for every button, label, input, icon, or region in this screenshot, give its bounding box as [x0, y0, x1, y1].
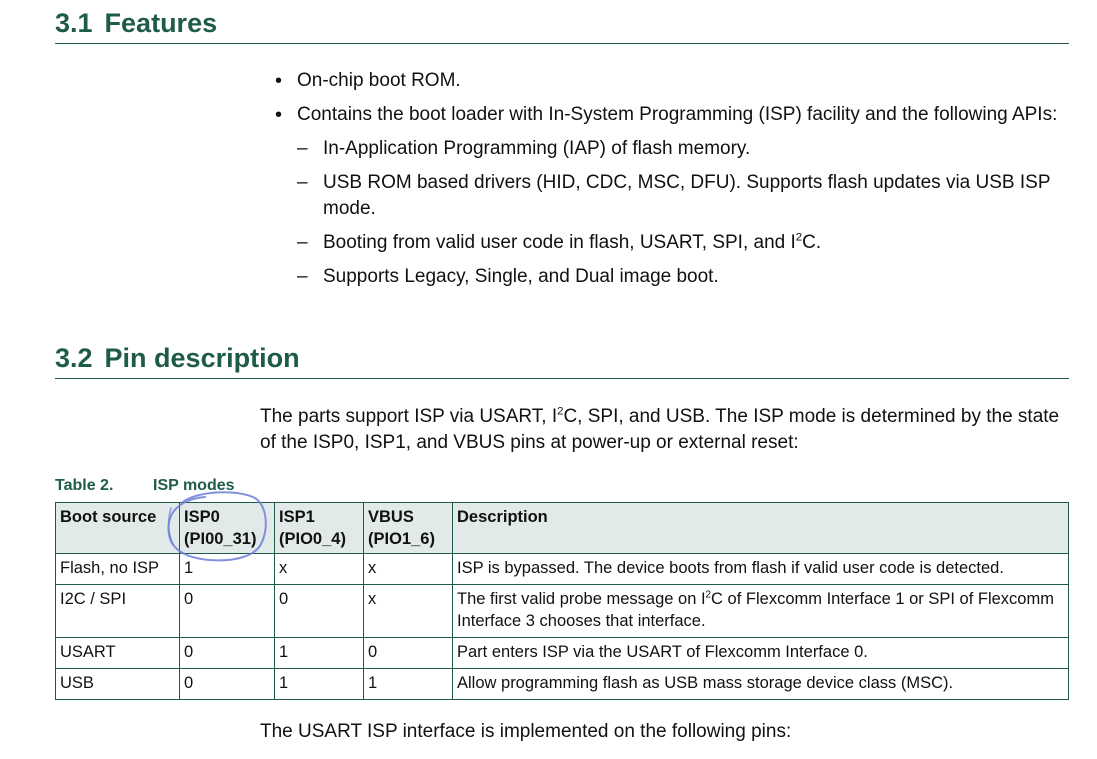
header-boot-source: Boot source — [56, 503, 180, 554]
list-item-text: C. — [802, 232, 822, 253]
header-description: Description — [453, 503, 1069, 554]
cell-description: The first valid probe message on $I^2C$ of Flexcomm Interface 1 or SPI of Flexcomm Interface 3 chooses that interface. — [453, 585, 1069, 638]
superscript: 2 — [795, 231, 803, 244]
cell-isp0: 1 — [180, 554, 275, 585]
table-number: Table 2. — [55, 477, 114, 494]
list-item-text: Booting from valid user code in flash, USART, SPI, and I — [323, 232, 796, 253]
cell-boot-source: USB — [56, 669, 180, 700]
table-caption — [55, 477, 235, 495]
cell-vbus: x — [364, 554, 453, 585]
cell-boot-source: USART — [56, 638, 180, 669]
cell-boot-source: Flash, no ISP — [56, 554, 180, 585]
section-heading-pin-description — [55, 343, 1069, 379]
cell-vbus: 0 — [364, 638, 453, 669]
table-row — [56, 585, 1069, 638]
superscript: 2 — [557, 405, 564, 418]
list-item-text: USB ROM based drivers (HID, CDC, MSC, DFU). Supports flash updates via USB ISP mode. — [323, 172, 1051, 219]
cell-isp1: 1 — [275, 669, 364, 700]
sub-list-item — [275, 136, 1075, 162]
list-item-text: Contains the boot loader with In-System Programming (ISP) facility and the following APIs: — [297, 104, 1058, 125]
table-title: ISP modes — [153, 477, 235, 494]
cell-description: Part enters ISP via the USART of Flexcomm Interface 0. — [453, 638, 1069, 669]
cell-vbus: 1 — [364, 669, 453, 700]
section-number: 3.2 — [55, 343, 93, 373]
cell-description: Allow programming flash as USB mass storage device class (MSC). — [453, 669, 1069, 700]
cell-isp1: 1 — [275, 638, 364, 669]
section-number: 3.1 — [55, 8, 93, 38]
table-row — [56, 638, 1069, 669]
sub-list-item — [275, 230, 1075, 256]
paragraph-text: The parts support ISP via USART, I — [260, 406, 558, 427]
section-title: Features — [104, 8, 218, 38]
cell-isp1: 0 — [275, 585, 364, 638]
feature-list — [275, 68, 1075, 298]
section-title: Pin description — [104, 343, 300, 373]
cell-isp0: 0 — [180, 669, 275, 700]
cell-boot-source: I2C / SPI — [56, 585, 180, 638]
table-row — [56, 669, 1069, 700]
sub-list-item — [275, 170, 1075, 222]
cell-isp0: 0 — [180, 585, 275, 638]
superscript: 2 — [705, 589, 712, 601]
list-item — [275, 102, 1075, 128]
list-item-text: In-Application Programming (IAP) of flash memory. — [323, 138, 751, 159]
cell-isp1: x — [275, 554, 364, 585]
cell-description: ISP is bypassed. The device boots from flash if valid user code is detected. — [453, 554, 1069, 585]
list-item-text: On-chip boot ROM. — [297, 70, 461, 91]
isp-modes-table — [55, 502, 1069, 700]
intro-paragraph — [260, 404, 1075, 456]
outro-paragraph: The USART ISP interface is implemented on the following pins: — [260, 721, 792, 742]
cell-vbus: x — [364, 585, 453, 638]
section-heading-features — [55, 8, 1069, 44]
table-row — [56, 554, 1069, 585]
header-vbus: VBUS (PIO1_6) — [364, 503, 453, 554]
list-item — [275, 68, 1075, 94]
sub-list-item — [275, 264, 1075, 290]
table-header-row — [56, 503, 1069, 554]
list-item-text: Supports Legacy, Single, and Dual image boot. — [323, 266, 719, 287]
header-isp1: ISP1 (PIO0_4) — [275, 503, 364, 554]
paragraph-text: C, SPI, and USB. The ISP mode is determined by the state of the ISP0, ISP1, and VBUS pins at power-up or external reset: — [260, 406, 1060, 453]
header-isp0: ISP0 (PI00_31) — [180, 503, 275, 554]
cell-isp0: 0 — [180, 638, 275, 669]
